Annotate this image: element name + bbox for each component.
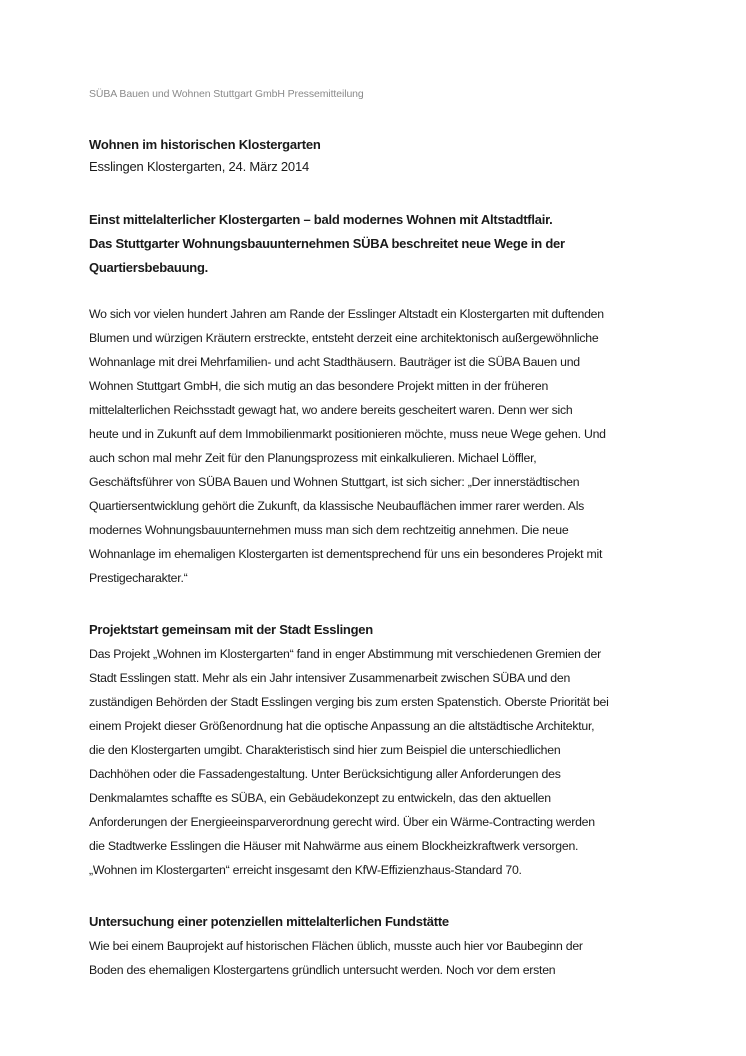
paragraph-line: Geschäftsführer von SÜBA Bauen und Wohnen Stuttgart, ist sich sicher: „Der innerstädtischen bbox=[89, 475, 580, 489]
section-projektstart-paragraph bbox=[89, 642, 679, 882]
section-heading-projektstart: Projektstart gemeinsam mit der Stadt Esslingen bbox=[89, 622, 373, 637]
section-heading-untersuchung: Untersuchung einer potenziellen mittelalterlichen Fundstätte bbox=[89, 914, 449, 929]
paragraph-line: die Stadtwerke Esslingen die Häuser mit Nahwärme aus einem Blockheizkraftwerk versorgen. bbox=[89, 839, 579, 853]
paragraph-line: auch schon mal mehr Zeit für den Planungsprozess mit einkalkulieren. Michael Löffler, bbox=[89, 451, 537, 465]
paragraph-line: Wohnen Stuttgart GmbH, die sich mutig an das besondere Projekt mitten in der früheren bbox=[89, 379, 549, 393]
paragraph-line: „Wohnen im Klostergarten“ erreicht insgesamt den KfW-Effizienzhaus-Standard 70. bbox=[89, 863, 522, 877]
paragraph-line: Dachhöhen oder die Fassadengestaltung. Unter Berücksichtigung aller Anforderungen des bbox=[89, 767, 561, 781]
lead-line: Das Stuttgarter Wohnungsbauunternehmen SÜBA beschreitet neue Wege in der bbox=[89, 236, 565, 251]
paragraph-line: Boden des ehemaligen Klostergartens gründlich untersucht werden. Noch vor dem ersten bbox=[89, 963, 556, 977]
paragraph-line: Quartiersentwicklung gehört die Zukunft, da klassische Neubauflächen immer rarer werden. Als bbox=[89, 499, 585, 513]
paragraph-line: Wohnanlage mit drei Mehrfamilien- und acht Stadthäusern. Bauträger ist die SÜBA Bauen und bbox=[89, 355, 580, 369]
document-title: Wohnen im historischen Klostergarten bbox=[89, 137, 321, 152]
dateline: Esslingen Klostergarten, 24. März 2014 bbox=[89, 159, 310, 174]
paragraph-line: Prestigecharakter.“ bbox=[89, 571, 188, 585]
paragraph-line: mittelalterlichen Reichsstadt gewagt hat, wo andere bereits gescheitert waren. Denn wer sich bbox=[89, 403, 573, 417]
paragraph-line: Anforderungen der Energieeinsparverordnung gerecht wird. Über ein Wärme-Contracting werden bbox=[89, 815, 595, 829]
paragraph-line: modernes Wohnungsbauunternehmen muss man sich dem rechtzeitig annehmen. Die neue bbox=[89, 523, 569, 537]
intro-paragraph bbox=[89, 302, 679, 590]
press-release-header: SÜBA Bauen und Wohnen Stuttgart GmbH Pressemitteilung bbox=[89, 88, 364, 100]
paragraph-line: die den Klostergarten umgibt. Charakteristisch sind hier zum Beispiel die unterschiedlichen bbox=[89, 743, 561, 757]
paragraph-line: Wohnanlage im ehemaligen Klostergarten ist dementsprechend für uns ein besonderes Projekt mit bbox=[89, 547, 603, 561]
lead-paragraph bbox=[89, 208, 679, 280]
paragraph-line: zuständigen Behörden der Stadt Esslingen verging bis zum ersten Spatenstich. Oberste Priorität bei bbox=[89, 695, 609, 709]
paragraph-line: Blumen und würzigen Kräutern erstreckte, entsteht derzeit eine architektonisch außergewöhnliche bbox=[89, 331, 599, 345]
title-block bbox=[89, 134, 679, 178]
paragraph-line: Stadt Esslingen statt. Mehr als ein Jahr intensiver Zusammenarbeit zwischen SÜBA und den bbox=[89, 671, 571, 685]
paragraph-line: Wie bei einem Bauprojekt auf historischen Flächen üblich, musste auch hier vor Baubeginn der bbox=[89, 939, 583, 953]
paragraph-line: einem Projekt dieser Größenordnung hat die optische Anpassung an die altstädtische Architektur, bbox=[89, 719, 595, 733]
section-untersuchung-paragraph bbox=[89, 934, 679, 982]
lead-line: Quartiersbebauung. bbox=[89, 260, 209, 275]
paragraph-line: heute und in Zukunft auf dem Immobilienmarkt positionieren möchte, muss neue Wege gehen. Und bbox=[89, 427, 606, 441]
paragraph-line: Das Projekt „Wohnen im Klostergarten“ fand in enger Abstimmung mit verschiedenen Gremien der bbox=[89, 647, 601, 661]
paragraph-line: Wo sich vor vielen hundert Jahren am Rande der Esslinger Altstadt ein Klostergarten mit duftenden bbox=[89, 307, 604, 321]
paragraph-line: Denkmalamtes schaffte es SÜBA, ein Gebäudekonzept zu entwickeln, das den aktuellen bbox=[89, 791, 551, 805]
lead-line: Einst mittelalterlicher Klostergarten – bald modernes Wohnen mit Altstadtflair. bbox=[89, 212, 553, 227]
